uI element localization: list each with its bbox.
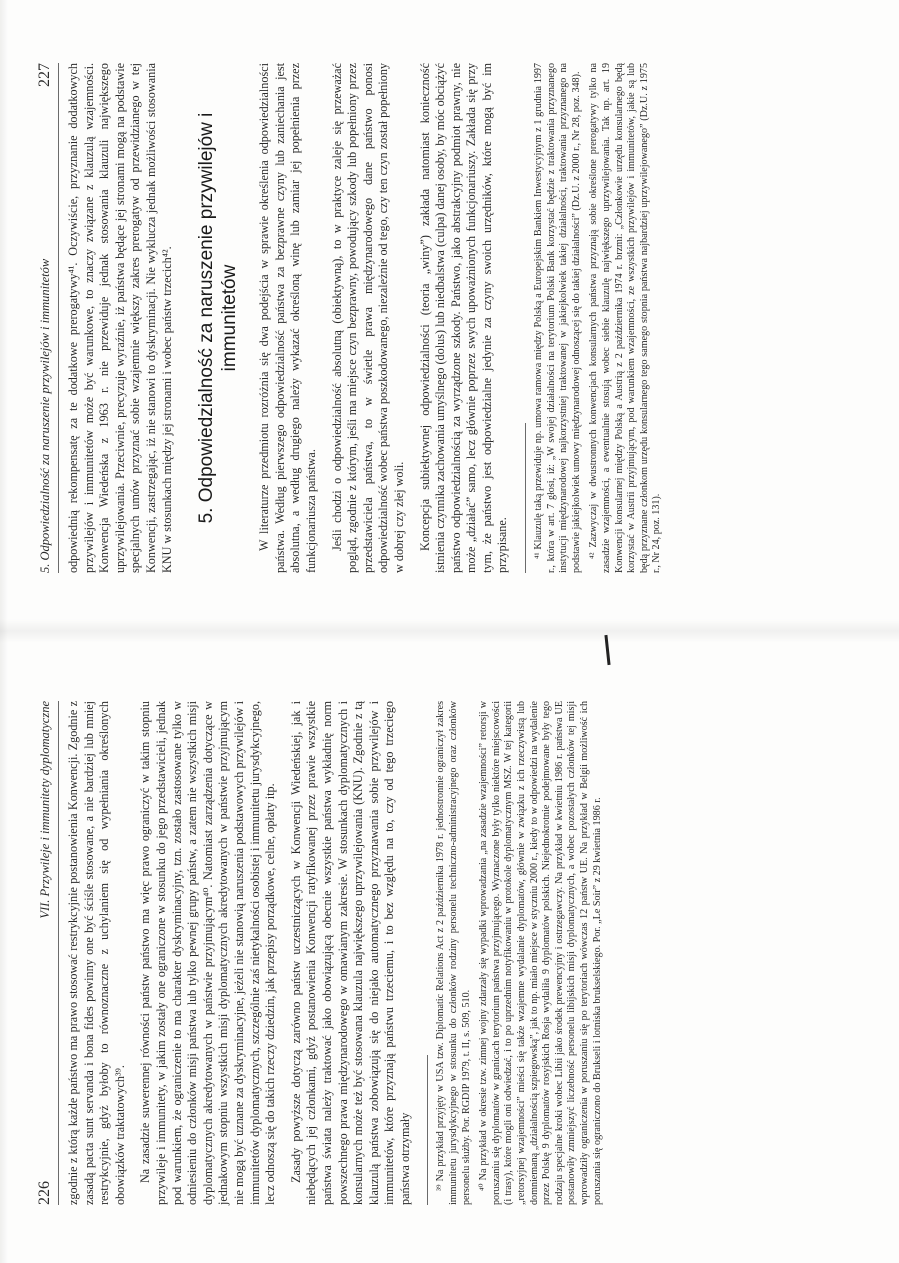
right-paragraph: Jeśli chodzi o odpowiedzialność absolutną (obiektywną), to w praktyce zaleje się przeważać pogląd, zgodnie z którym, jeśli ma miejsce czyn bezprawny, powodujący szkody lub popełniony przez przedstawiciela państwa, to w świetle prawa międzynarodowego dane państwo ponosi odpowiedzialność wobec państwa poszkodowanego, niezależnie od tego, czy ten czyn został popełniony w dobrej czy złej woli. <box>329 62 406 573</box>
left-header-rule <box>58 701 59 1205</box>
right-paragraph: Koncepcja subiektywnej odpowiedzialności (teoria „winy”) zakłada natomiast konieczność istnienia czynnika zachowania umyślnego (dolus) lub niedbalstwa (culpa) danej osoby, by móc obciążyć państwo odpowiedzialnością za wyrządzone szkody. Państwo, jako abstrakcyjny podmiot prawny, nie może „działać” samo, lecz głównie poprzez swych upoważnionych funkcjonariuszy. Zakłada się przy tym, że państwo jest odpowiedzialne jedynie za czyny swoich urzędników, które mogą być im przypisane. <box>417 63 510 573</box>
left-footnote-rule <box>427 1055 428 1205</box>
right-header-rule <box>58 63 59 573</box>
right-paragraph: W literaturze przedmiotu rozróżnia się dwa podejścia w sprawie określenia odpowiedzialności państwa. Według pierwszego odpowiedzialność państwa za bezprawne czyny lub zaniechania jest absolutna, a według drugiego należy wykazać określoną winę lub zamiar jej popełnienia przez funkcjonariusza państwa. <box>257 63 318 573</box>
right-page-number: 227 <box>36 63 53 87</box>
left-paragraph: Zasady powyższe dotyczą zarówno państw uczestniczących w Konwencji Wiedeńskiej, jak i niebędących jej członkami, gdyż postanowienia Konwencji ratyfikowanej przez prawie wszystkie państwa świata należy traktować jako obowiązującą obecnie wszystkie państwa wykładnię norm powszechnego prawa międzynarodowego w omawianym zakresie. W stosunkach dyplomatycznych i konsularnych może też być stosowana klauzula największego uprzywilejowania (KNU). Zgodnie z tą klauzulą państwa zobowiązują się do niejako automatycznego przyznawania sobie przywilejów i immunitetów, które przyznają państwu trzeciemu, i to bez względu na to, czy od tego trzeciego państwa otrzymały <box>288 701 412 1205</box>
right-page-body <box>66 63 669 573</box>
right-footnote: ⁴² Zazwyczaj w dwustronnych konwencjach konsularnych państwa przyznają sobie określone prerogatywy tylko na zasadzie wzajemności, a ewentualnie stosują wobec siebie klauzulę największego uprzywilejowania. Tak np. art. 19 Konwencji konsularnej między Polską a Austrią z 2 października 1974 r. brzmi: „Członkowie urzędu konsularnego będą korzystać w Austrii przyjmującym, pod warunkiem wzajemności, ze wszystkich przywilejów i immunitetów, jakie są lub będą przyznane członkom urzędu konsularnego tego samego stopnia państwa najbardziej uprzywilejowanego” (Dz.U. z 1975 r., Nr 24, poz. 131). <box>588 63 663 573</box>
left-footnote: ³⁹ Na przykład przyjęty w USA tzw. Diplomatic Relations Act z 2 października 1978 r. jednostronnie ograniczył zakres immunitetu jurysdykcyjnego w stosunku do członków rodziny personelu techniczno-administracyjnego oraz członków personelu służby. Por. RGDIP 1979, t. II, s. 509, 510. <box>435 701 472 1205</box>
left-paragraph: zgodnie z którą każde państwo ma prawo stosować restrykcyjnie postanowienia Konwencji. Zgodnie z zasadą pacta sunt servanda i bona fides powinny one być ściśle stosowane, a nie bardziej lub mniej restrykcyjnie, gdyż byłoby to równoznaczne z uchylaniem się od wypełniania określonych obowiązków traktatowych³⁹. <box>66 701 127 1205</box>
right-page <box>0 0 899 631</box>
section-heading: 5. Odpowiedzialność za naruszenie przywilejów i immunitetów <box>196 112 241 524</box>
left-page <box>0 631 899 1263</box>
right-running-title: 5. Odpowiedzialność za naruszenie przywilejów i immunitetów <box>38 258 52 573</box>
right-footnote: ⁴¹ Klauzulę taką przewiduje np. umowa ramowa między Polską a Europejskim Bankiem Inwestycyjnym z 1 grudnia 1997 r., która w art. 7 głosi, iż: „W swojej działalności na terytorium Polski Bank korzystać będzie z traktowania przyznanego instytucji międzynarodowej najkorzystniej traktowanej w jakiejkolwiek takiej działalności, traktowania przyznanego na podstawie jakiejkolwiek umowy międzynarodowej odnoszącej się do takiej działalności” (Dz.U. z 2000 r., Nr 28, poz. 348). <box>533 63 582 573</box>
right-footnote-rule <box>525 423 526 573</box>
left-paragraph: Na zasadzie suwerennej równości państw państwo ma więc prawo ograniczyć w takim stopniu przywileje i immunitety, w jakim zostały one ograniczone w stosunku do jego przedstawicieli, jednak pod warunkiem, że ograniczenie to ma charakter dyskryminacyjny, tzn. zostało zastosowane tylko w odniesieniu do członków misji państwa lub tylko pewnej grupy państw, a zatem nie wszystkich misji dyplomatycznych akredytowanych w państwie przyjmującym⁴⁰. Natomiast zarządzenia dotyczące w jednakowym stopniu wszystkich misji dyplomatycznych akredytowanych w państwie przyjmującym nie mogą być uznane za dyskryminacyjne, jeżeli nie stanowią naruszenia podstawowych przywilejów i immunitetów dyplomatycznych, szczególnie zaś nietykalności osobistej i immunitetu jurysdykcyjnego, lecz odnoszą się do takich rzeczy dziedzin, jak przepisy porządkowe, celne, opłaty itp. <box>138 701 278 1205</box>
left-running-title: VII. Przywileje i immunitety dyplomatyczne <box>38 701 52 919</box>
right-paragraph: odpowiednią rekompensatę za te dodatkowe prerogatywy⁴¹. Oczywiście, przyznanie dodatkowych przywilejów i immunitetów może być warunkowe, to znaczy związane z klauzulą wzajemności. Konwencja Wiedeńska z 1963 r. nie przewiduje jednak stosowania klauzuli największego uprzywilejowania. Przeciwnie, precyzuje wyraźnie, iż państwa będące jej stronami mogą na podstawie specjalnych umów przyznać sobie wzajemnie większy zakres prerogatyw od przewidzianego w tej Konwencji, zastrzegając, iż nie stanowi to dyskryminacji. Nie wyklucza jednak możliwości stosowania KNU w stosunkach między jej stronami i wobec państw trzecich⁴². <box>66 63 174 573</box>
left-page-header <box>34 701 56 1205</box>
left-page-number: 226 <box>36 1181 53 1205</box>
left-page-body <box>66 701 609 1205</box>
left-footnote: ⁴⁰ Na przykład w okresie tzw. zimnej wojny zdarzały się wypadki wprowadzania „na zasadzie wzajemności” retorsji w poruszaniu się dyplomatów w granicach terytorium państwa przyjmującego. Wyznaczone były tylko niektóre miejscowości (i trasy), które mogli oni odwiedzać, i to po uprzednim notyfikowaniu w protokole dyplomatycznym MSZ. W tej kategorii „retorsyjnej wzajemności” mieści się także wzajemne wydalanie dyplomatów, głównie w związku z ich rzeczywistą lub domniemaną „działalnością szpiegowską”, jak to np. miało miejsce w styczniu 2000 r., kiedy to w odpowiedzi na wydalenie przez Polskę 9 dyplomatów rosyjskich Rosja wydaliła 9 dyplomatów polskich. Niejednokrotnie podejmowane były tego rodzaju specjalne kroki wobec Libii jako środek prewencyjny i ostrzegawczy. Na przykład w kwietniu 1986 r. państwa UE postanowiły zmniejszyć liczebność personelu libijskich misji dyplomatycznych, a wobec pozostałych członków tej misji wprowadziły ograniczenia w poruszaniu się po terytoriach wówczas 12 państw UE. Na przykład w Belgii możliwość ich poruszania się ograniczono do Brukseli i lotniska brukselskiego. Por. „Le Soir” z 29 kwietnia 1986 r. <box>478 701 603 1205</box>
right-page-header <box>34 63 56 573</box>
